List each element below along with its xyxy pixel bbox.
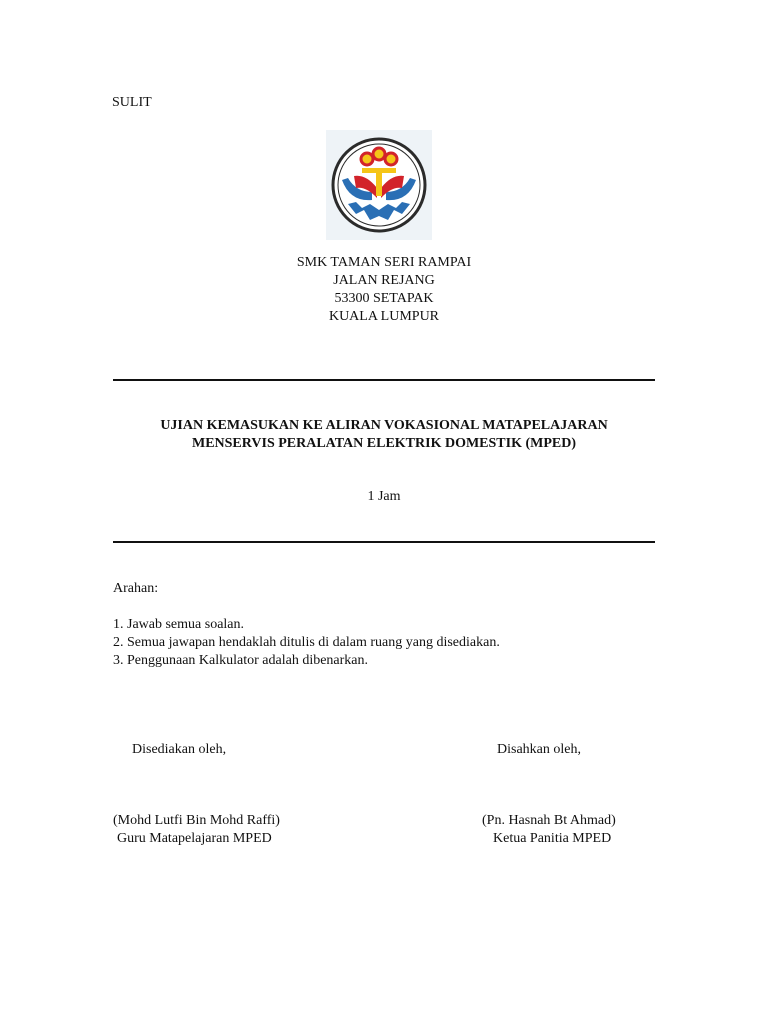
approved-by-label: Disahkan oleh, — [497, 742, 581, 757]
exam-title-line-1: UJIAN KEMASUKAN KE ALIRAN VOKASIONAL MATAPELAJARAN — [160, 418, 608, 433]
exam-title-line-2: MENSERVIS PERALATAN ELEKTRIK DOMESTIK (MPED) — [191, 436, 577, 451]
school-street: JALAN REJANG — [333, 273, 435, 288]
instructions-list — [113, 616, 500, 670]
school-city: KUALA LUMPUR — [328, 309, 440, 324]
top-divider — [113, 379, 655, 381]
approved-by-role: Ketua Panitia MPED — [493, 831, 612, 846]
school-postcode: 53300 SETAPAK — [334, 291, 434, 306]
instruction-item: 3. Penggunaan Kalkulator adalah dibenarkan. — [113, 653, 369, 668]
approved-by-name: (Pn. Hasnah Bt Ahmad) — [482, 813, 616, 828]
classification-label: SULIT — [112, 95, 152, 110]
school-crest-logo — [326, 130, 432, 240]
prepared-by-role: Guru Matapelajaran MPED — [117, 831, 272, 846]
exam-title — [112, 417, 656, 453]
instruction-item: 1. Jawab semua soalan. — [113, 617, 245, 632]
prepared-by-name: (Mohd Lutfi Bin Mohd Raffi) — [113, 813, 280, 828]
exam-duration: 1 Jam — [367, 489, 401, 504]
bottom-divider — [113, 541, 655, 543]
instructions-heading: Arahan: — [113, 581, 159, 596]
school-name: SMK TAMAN SERI RAMPAI — [296, 255, 472, 270]
school-crest-icon — [326, 130, 432, 240]
instruction-item: 2. Semua jawapan hendaklah ditulis di dalam ruang yang disediakan. — [113, 635, 500, 650]
prepared-by-label: Disediakan oleh, — [132, 742, 227, 757]
school-address — [234, 254, 534, 326]
